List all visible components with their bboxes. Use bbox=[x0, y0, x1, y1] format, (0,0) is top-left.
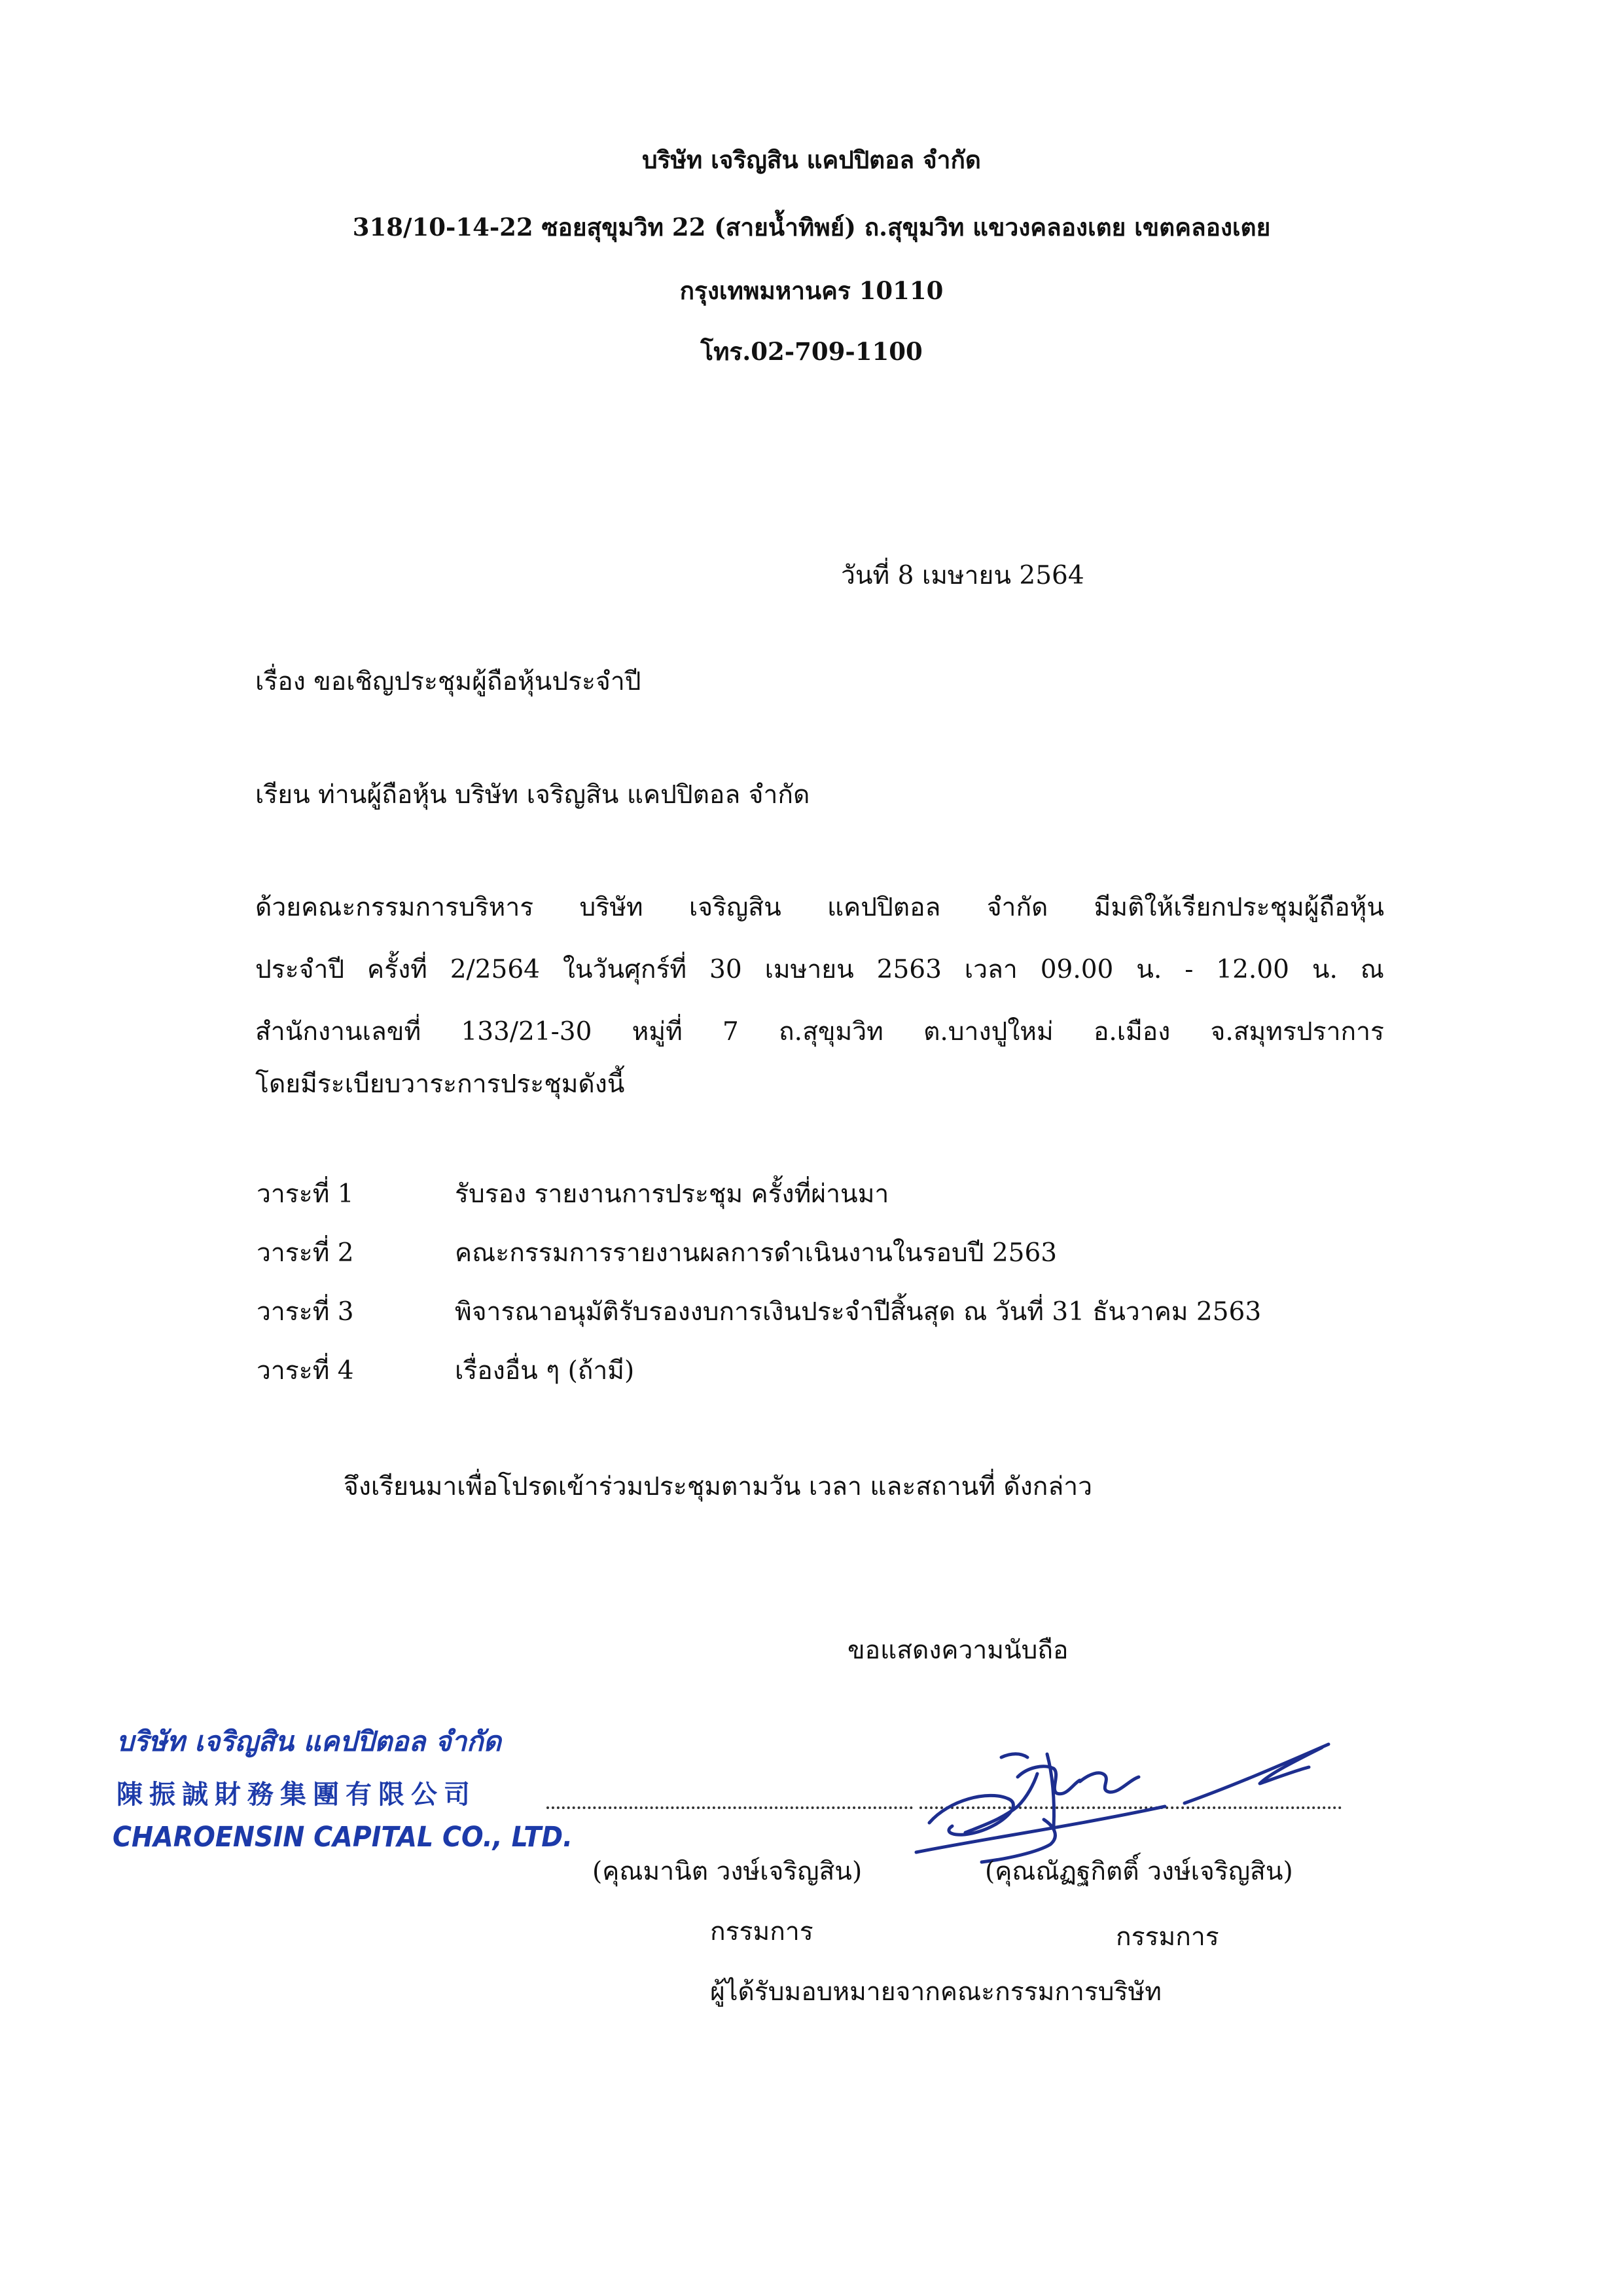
letter-subject: เรื่อง ขอเชิญประชุมผู้ถือหุ้นประจำปี bbox=[255, 667, 641, 696]
stamp-thai-name: บริษัท เจริญสิน แคปปิตอล จำกัด bbox=[116, 1725, 501, 1757]
closing-request: จึงเรียนมาเพื่อโปรดเข้าร่วมประชุมตามวัน เวลา และสถานที่ ดังกล่าว bbox=[344, 1472, 1093, 1501]
regards: ขอแสดงความนับถือ bbox=[847, 1636, 1069, 1665]
signatory-title-1: กรรมการ bbox=[710, 1917, 813, 1946]
agenda-number: วาระที่ 1 bbox=[257, 1179, 354, 1209]
agenda-number: วาระที่ 4 bbox=[257, 1356, 354, 1386]
intro-line-3: สำนักงานเลขที่ 133/21-30 หมู่ที่ 7 ถ.สุขุมวิท ต.บางปูใหม่ อ.เมือง จ.สมุทรปราการ bbox=[255, 1017, 1384, 1047]
company-address-line2: กรุงเทพมหานคร 10110 bbox=[679, 276, 944, 305]
agenda-text: คณะกรรมการรายงานผลการดำเนินงานในรอบปี 2563 bbox=[455, 1238, 1058, 1268]
company-name: บริษัท เจริญสิน แคปปิตอล จำกัด bbox=[642, 145, 981, 174]
letter-recipient: เรียน ท่านผู้ถือหุ้น บริษัท เจริญสิน แคปปิตอล จำกัด bbox=[255, 780, 810, 810]
signatory-name-1: (คุณมานิต วงษ์เจริญสิน) bbox=[592, 1857, 863, 1886]
agenda-text: รับรอง รายงานการประชุม ครั้งที่ผ่านมา bbox=[455, 1179, 889, 1209]
signatory-title-2: กรรมการ bbox=[1116, 1922, 1219, 1952]
intro-line-4: โดยมีระเบียบวาระการประชุมดังนี้ bbox=[255, 1069, 625, 1099]
signature-line-left bbox=[546, 1806, 913, 1809]
stamp-english-name: CHAROENSIN CAPITAL CO., LTD. bbox=[113, 1821, 573, 1854]
letter-date: วันที่ 8 เมษายน 2564 bbox=[841, 561, 1084, 590]
intro-line-2: ประจำปี ครั้งที่ 2/2564 ในวันศุกร์ที่ 30 เมษายน 2563 เวลา 09.00 น. - 12.00 น. ณ bbox=[255, 955, 1384, 984]
agenda-text: เรื่องอื่น ๆ (ถ้ามี) bbox=[455, 1356, 635, 1386]
agenda-number: วาระที่ 3 bbox=[257, 1297, 354, 1327]
stamp-chinese-name: 陳振誠財務集團有限公司 bbox=[116, 1780, 476, 1810]
authorization-note: ผู้ได้รับมอบหมายจากคณะกรรมการบริษัท bbox=[710, 1977, 1162, 2007]
company-address-line1: 318/10-14-22 ซอยสุขุมวิท 22 (สายน้ำทิพย์) ถ.สุขุมวิท แขวงคลองเตย เขตคลองเตย bbox=[352, 213, 1271, 242]
company-phone: โทร.02-709-1100 bbox=[700, 337, 923, 366]
intro-line-1: ด้วยคณะกรรมการบริหาร บริษัท เจริญสิน แคปปิตอล จำกัด มีมติให้เรียกประชุมผู้ถือหุ้น bbox=[255, 893, 1384, 922]
agenda-text: พิจารณาอนุมัติรับรองงบการเงินประจำปีสิ้นสุด ณ วันที่ 31 ธันวาคม 2563 bbox=[455, 1297, 1262, 1327]
signatory-name-2: (คุณณัฏฐกิตติ์ วงษ์เจริญสิน) bbox=[985, 1857, 1293, 1886]
agenda-number: วาระที่ 2 bbox=[257, 1238, 354, 1268]
